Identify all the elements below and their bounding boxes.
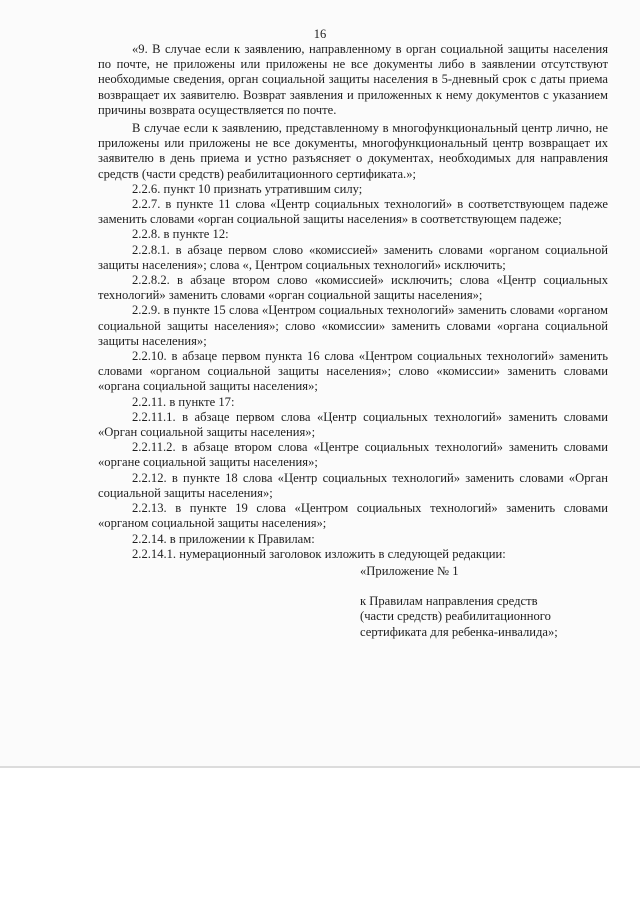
appendix-heading-block — [360, 564, 608, 640]
appendix-line: (части средств) реабилитационного — [360, 609, 551, 624]
paragraph-2-2-13: 2.2.13. в пункте 19 слова «Центром социальных технологий» заменить словами «органом социальной защиты населения»; — [98, 501, 608, 531]
paragraph-2-2-14: 2.2.14. в приложении к Правилам: — [132, 531, 315, 546]
appendix-subtitle — [360, 594, 608, 640]
blank-area — [0, 770, 640, 905]
paragraph-mfc-return: В случае если к заявлению, представленному в многофункциональный центр лично, не приложены или приложены не все документы, многофункциональный центр возвращает их заявителю в день приема и устно разъясняет о документах, необходимых для направления средств (части средств) реабилитационного сертификата.»; — [98, 121, 608, 181]
paragraph-2-2-9: 2.2.9. в пункте 15 слова «Центром социальных технологий» заменить словами «органом социальной защиты населения»; слово «комиссии» заменить словами «органа социальной защиты населения»; — [98, 303, 608, 348]
paragraph-2-2-8-2: 2.2.8.2. в абзаце втором слово «комиссией» исключить; слова «Центр социальных технологий» заменить словами «орган социальной защиты населения»; — [98, 273, 608, 303]
paragraph-2-2-8-1: 2.2.8.1. в абзаце первом слово «комиссией» заменить словами «органом социальной защиты населения»; слова «, Центром социальных технологий» исключить; — [98, 242, 608, 272]
page-number: 16 — [313, 27, 327, 41]
appendix-title: «Приложение № 1 — [360, 563, 459, 578]
appendix-line: сертификата для ребенка-инвалида»; — [360, 624, 558, 639]
paragraph-2-2-11-2: 2.2.11.2. в абзаце втором слова «Центре социальных технологий» заменить словами «органе социальной защиты населения»; — [98, 440, 608, 470]
paragraph-2-2-10: 2.2.10. в абзаце первом пункта 16 слова «Центром социальных технологий» заменить словами «органом социальной защиты населения»; слово «комиссии» заменить словами «органа социальной защиты населения»; — [98, 349, 608, 394]
paragraph-item-9: «9. В случае если к заявлению, направленному в орган социальной защиты населения по почте, не приложены или приложены не все документы либо в заявлении отсутствуют необходимые сведения, орган социальной защиты населения в 5-дневный срок с даты приема возвращает их заявителю. Возврат заявления и приложенных к нему документов с указанием причины возврата осуществляется по почте. — [98, 42, 608, 117]
paragraph-2-2-8: 2.2.8. в пункте 12: — [132, 227, 229, 242]
paragraph-2-2-6: 2.2.6. пункт 10 признать утратившим силу; — [132, 181, 363, 196]
appendix-line: к Правилам направления средств — [360, 594, 538, 609]
paragraph-2-2-11: 2.2.11. в пункте 17: — [132, 394, 235, 409]
paragraph-2-2-14-1: 2.2.14.1. нумерационный заголовок изложить в следующей редакции: — [132, 546, 506, 561]
document-body — [98, 42, 608, 640]
paragraph-2-2-11-1: 2.2.11.1. в абзаце первом слова «Центр социальных технологий» заменить словами «Орган социальной защиты населения»; — [98, 409, 608, 440]
paragraph-2-2-12: 2.2.12. в пункте 18 слова «Центр социальных технологий» заменить словами «Орган социальной защиты населения»; — [98, 470, 608, 500]
paragraph-2-2-7: 2.2.7. в пункте 11 слова «Центр социальных технологий» в соответствующем падеже заменить словами «орган социальной защиты населения» в соответствующем падеже; — [98, 197, 608, 227]
